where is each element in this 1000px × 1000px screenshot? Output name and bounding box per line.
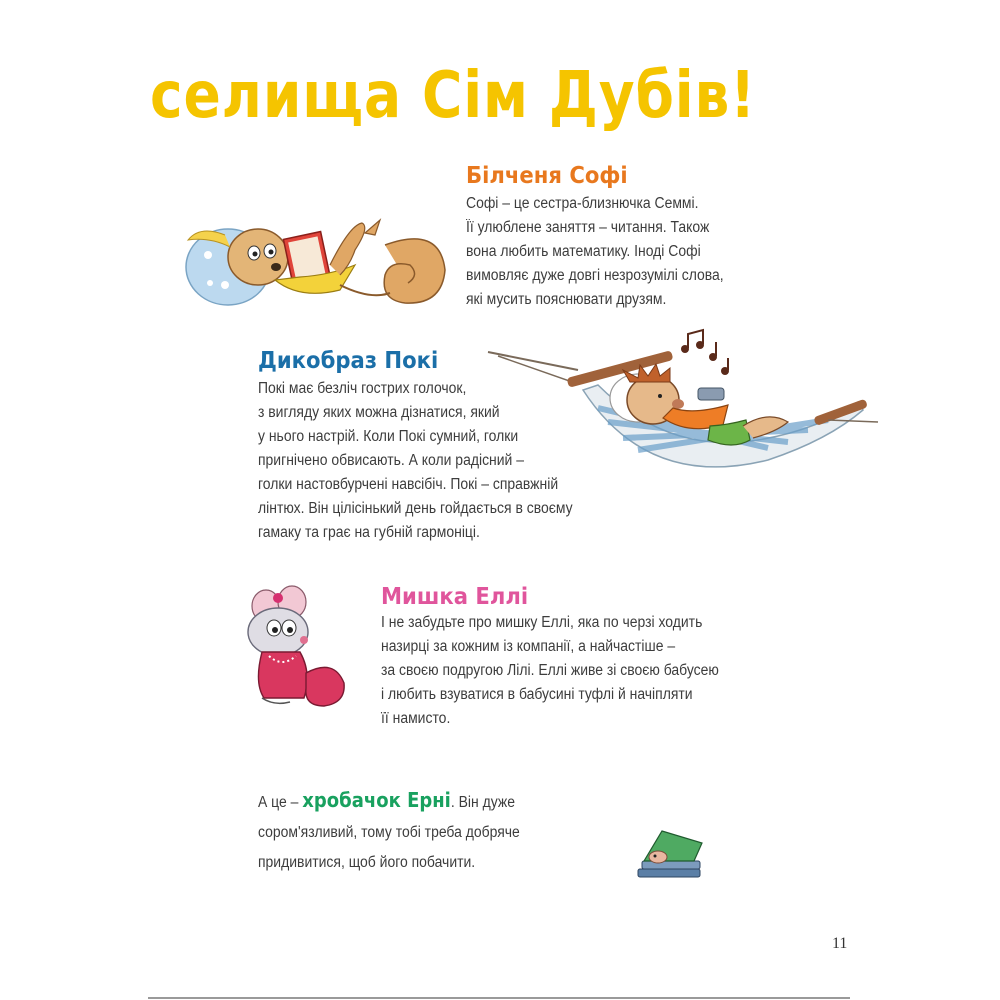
poki-line: Покі має безліч гострих голочок,	[258, 380, 467, 397]
sofi-line: вона любить математику. Іноді Софі	[466, 243, 701, 260]
sofi-line: вимовляє дуже довгі незрозумілі слова,	[466, 267, 724, 284]
page-number: 11	[832, 935, 848, 952]
elli-line: назирці за кожним із компанії, а найчастіше –	[381, 638, 676, 655]
erni-text	[258, 788, 549, 875]
page-title: селища Сім Дубів!	[150, 59, 757, 133]
poki-heading: Дикобраз Покі	[258, 348, 439, 374]
sofi-line: Софі – це сестра-близнючка Семмі.	[466, 195, 699, 212]
elli-line: її намисто.	[381, 710, 451, 727]
sofi-text	[466, 192, 752, 312]
erni-line: сором'язливий, тому тобі треба добряче	[258, 824, 520, 841]
erni-first-line	[258, 788, 520, 815]
elli-heading: Мишка Еллі	[381, 584, 529, 610]
poki-line: голки настовбурчені навсібіч. Покі – справжній	[258, 476, 559, 493]
sofi-heading: Білченя Софі	[466, 163, 628, 189]
erni-prefix: А це –	[258, 794, 303, 811]
poki-line: з вигляду яких можна дізнатися, який	[258, 404, 500, 421]
elli-line: за своєю подругою Лілі. Еллі живе зі своєю бабусею	[381, 662, 719, 679]
sofi-line: які мусить пояснювати друзям.	[466, 291, 667, 308]
poki-line: пригнічено обвисають. А коли радісний –	[258, 452, 524, 469]
bottom-rule	[148, 997, 850, 999]
elli-line: і любить взуватися в бабусині туфлі й начіпляти	[381, 686, 693, 703]
erni-line: придивитися, щоб його побачити.	[258, 854, 476, 871]
hedgehog-hammock-illustration	[488, 330, 878, 510]
worm-books-illustration	[632, 825, 712, 883]
section-sofi	[466, 162, 752, 312]
erni-suffix: . Він дуже	[450, 794, 515, 811]
elli-line: І не забудьте про мишку Еллі, яка по черзі ходить	[381, 614, 703, 631]
poki-line: у нього настрій. Коли Покі сумний, голки	[258, 428, 519, 445]
sofi-line: Її улюблене заняття – читання. Також	[466, 219, 710, 236]
erni-heading: хробачок Ерні	[302, 788, 451, 812]
poki-line: лінтюх. Він цілісінький день гойдається в своєму	[258, 500, 573, 517]
poki-line: гамаку та грає на губній гармоніці.	[258, 524, 480, 541]
elli-text	[381, 611, 756, 731]
mouse-illustration	[234, 588, 354, 713]
squirrel-reading-illustration	[180, 205, 460, 320]
section-erni	[258, 788, 549, 875]
section-elli	[381, 583, 756, 731]
